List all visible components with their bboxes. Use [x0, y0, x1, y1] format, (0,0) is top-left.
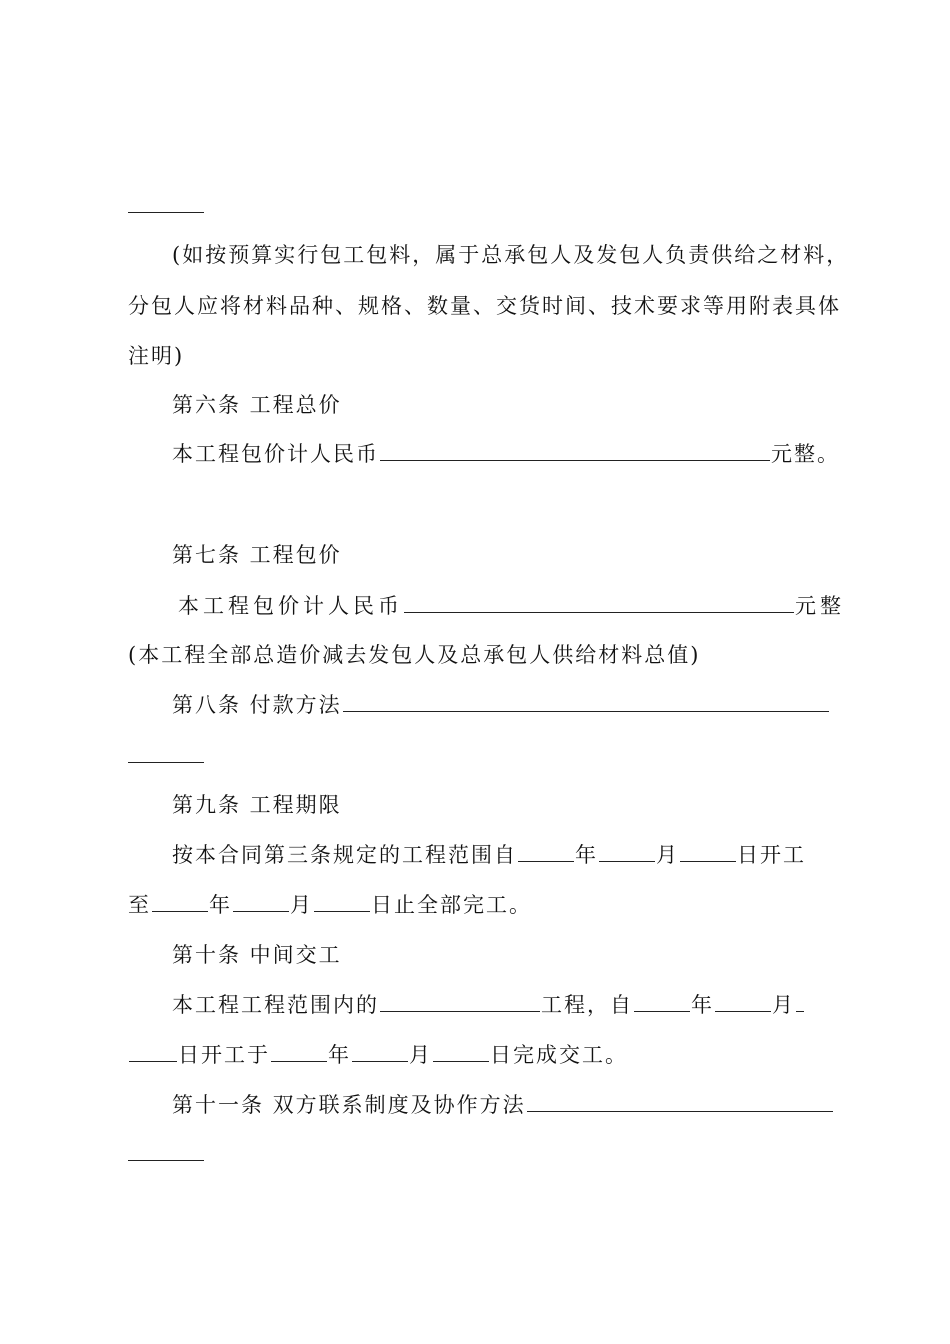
article-10-line-2	[128, 1041, 628, 1069]
payment-continuation-rule	[128, 762, 204, 763]
payment-method-blank[interactable]	[343, 691, 829, 712]
article-9-line-1	[172, 841, 806, 869]
liaison-continuation-rule	[128, 1160, 204, 1161]
article-9-text-complete: 日止全部完工。	[371, 893, 532, 917]
interim-start-month-blank[interactable]	[715, 991, 771, 1012]
month-label: 月	[290, 893, 313, 917]
article-6-label: 本工程包价计人民币	[172, 442, 379, 466]
end-month-blank[interactable]	[233, 891, 289, 912]
article-7-note: (本工程全部总造价减去发包人及总承包人供给材料总值)	[128, 643, 701, 667]
continuation-rule	[128, 212, 204, 213]
liaison-method-blank[interactable]	[527, 1091, 833, 1112]
article-7-text	[178, 592, 845, 620]
article-10-text-b: 工程，自	[541, 993, 633, 1017]
article-9-title: 第九条 工程期限	[172, 793, 342, 817]
article-6-text	[172, 440, 840, 468]
material-note-line-2: 分包人应将材料品种、规格、数量、交货时间、技术要求等用附表具体	[128, 294, 841, 318]
article-7-label: 本工程包价计人民币	[178, 594, 403, 618]
contract-price-blank[interactable]	[404, 592, 794, 613]
article-9-text-end: 日开工	[737, 843, 806, 867]
article-10-text-c: 日开工于	[178, 1043, 270, 1067]
interim-start-day-blank-a[interactable]	[796, 991, 804, 1012]
handover-year-blank[interactable]	[271, 1041, 327, 1062]
month-label: 月	[656, 843, 679, 867]
handover-day-blank[interactable]	[433, 1041, 489, 1062]
article-11-label: 第十一条 双方联系制度及协作方法	[172, 1093, 526, 1117]
article-10-text-a: 本工程工程范围内的	[172, 993, 379, 1017]
start-day-blank[interactable]	[680, 841, 736, 862]
work-scope-blank[interactable]	[380, 991, 540, 1012]
start-year-blank[interactable]	[518, 841, 574, 862]
article-8-title	[172, 691, 830, 719]
month-label: 月	[772, 993, 795, 1017]
article-11-title	[172, 1091, 834, 1119]
year-label: 年	[575, 843, 598, 867]
year-label: 年	[691, 993, 714, 1017]
interim-start-year-blank[interactable]	[634, 991, 690, 1012]
year-label: 年	[328, 1043, 351, 1067]
month-label: 月	[409, 1043, 432, 1067]
material-note-line-3: 注明)	[128, 344, 185, 368]
start-month-blank[interactable]	[599, 841, 655, 862]
handover-month-blank[interactable]	[352, 1041, 408, 1062]
article-8-label: 第八条 付款方法	[172, 693, 342, 717]
year-label: 年	[209, 893, 232, 917]
article-10-line-1	[172, 991, 805, 1019]
article-9-text-a: 按本合同第三条规定的工程范围自	[172, 843, 517, 867]
amount-blank[interactable]	[380, 440, 770, 461]
article-7-suffix: 元整	[795, 594, 845, 618]
article-10-title: 第十条 中间交工	[172, 943, 342, 967]
end-year-blank[interactable]	[152, 891, 208, 912]
article-6-title: 第六条 工程总价	[172, 393, 342, 417]
article-9-to-label: 至	[128, 893, 151, 917]
interim-start-day-blank-b[interactable]	[129, 1041, 177, 1062]
article-10-text-end: 日完成交工。	[490, 1043, 628, 1067]
article-9-line-2	[128, 891, 532, 919]
end-day-blank[interactable]	[314, 891, 370, 912]
article-7-title: 第七条 工程包价	[172, 543, 342, 567]
material-note-line-1: (如按预算实行包工包料，属于总承包人及发包人负责供给之材料，	[172, 243, 850, 267]
article-6-suffix: 元整。	[771, 442, 840, 466]
